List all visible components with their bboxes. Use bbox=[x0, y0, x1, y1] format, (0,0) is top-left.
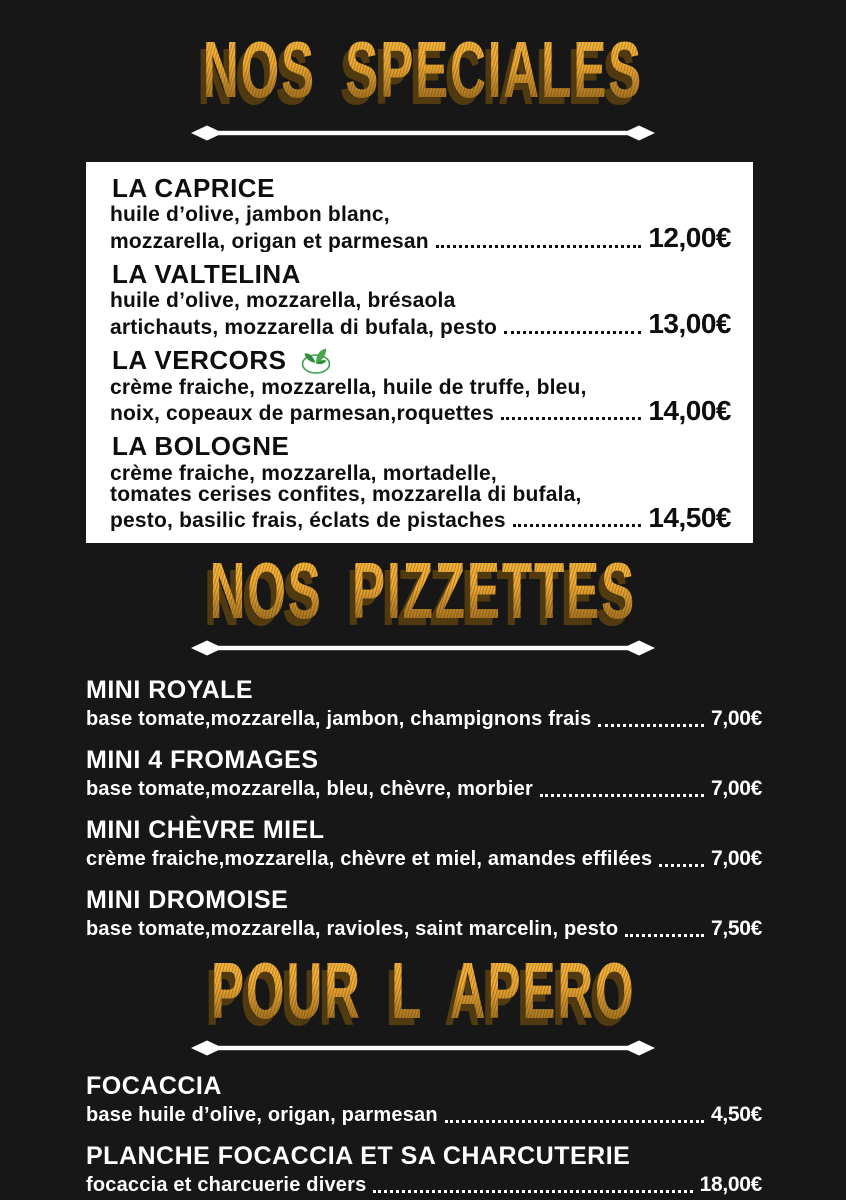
menu-item-mini-4-fromages bbox=[86, 745, 762, 803]
menu-item-price: 14,00€ bbox=[648, 394, 731, 426]
menu-item-description: base huile d’olive, origan, parmesan bbox=[86, 1104, 438, 1127]
specials-card bbox=[86, 162, 753, 543]
menu-item-description: huile d’olive, mozzarella, brésaola bbox=[110, 289, 456, 313]
dotted-leader bbox=[445, 1120, 704, 1123]
menu-item-name: PLANCHE FOCACCIA ET SA CHARCUTERIE bbox=[86, 1142, 631, 1171]
section-title-speciales bbox=[0, 25, 846, 114]
menu-item-mini-royale bbox=[86, 675, 762, 733]
apero-list bbox=[86, 1071, 762, 1199]
menu-item-description-price-row bbox=[110, 394, 731, 426]
divider-arrow bbox=[0, 1039, 846, 1057]
menu-item-description-price-row bbox=[86, 845, 762, 873]
menu-item-price: 7,50€ bbox=[710, 917, 762, 941]
menu-item-name-text: LA BOLOGNE bbox=[112, 431, 290, 462]
dotted-leader bbox=[598, 724, 703, 727]
section-title-apero-text: POUR L APERO bbox=[210, 946, 636, 1036]
dotted-leader bbox=[659, 864, 704, 867]
divider-arrow bbox=[0, 124, 846, 142]
dotted-leader bbox=[436, 245, 642, 248]
menu-item-description-price-row bbox=[86, 705, 762, 733]
menu-item-description: huile d’olive, jambon blanc, bbox=[110, 203, 390, 227]
menu-item-description: mozzarella, origan et parmesan bbox=[110, 230, 429, 252]
menu-item-description-price-row bbox=[86, 1171, 762, 1199]
menu-item-price: 7,00€ bbox=[710, 777, 762, 801]
menu-item-price: 18,00€ bbox=[699, 1173, 762, 1197]
divider-arrow-graphic bbox=[191, 124, 655, 142]
menu-item-price: 13,00€ bbox=[648, 308, 731, 340]
menu-item-planche-focaccia bbox=[86, 1141, 762, 1199]
divider-arrow-graphic bbox=[191, 639, 655, 657]
menu-item-name bbox=[110, 430, 731, 462]
menu-item-focaccia bbox=[86, 1071, 762, 1129]
menu-item-price: 7,00€ bbox=[710, 707, 762, 731]
menu-item-description-price-row bbox=[110, 308, 731, 340]
menu-item-name: MINI DROMOISE bbox=[86, 886, 289, 915]
menu-item-name bbox=[110, 344, 731, 377]
menu-item-la-vercors bbox=[110, 344, 731, 425]
menu-item-name bbox=[110, 258, 731, 290]
menu-item-la-caprice bbox=[110, 172, 731, 252]
vegetarian-leaf-icon bbox=[299, 347, 333, 375]
menu-item-description: tomates cerises confites, mozzarella di bufala, bbox=[110, 482, 582, 506]
menu-item-description: pesto, basilic frais, éclats de pistaches bbox=[110, 510, 506, 532]
menu-item-name: MINI ROYALE bbox=[86, 676, 254, 705]
menu-item-price: 7,00€ bbox=[710, 847, 762, 871]
menu-item-la-bologne bbox=[110, 430, 731, 531]
section-title-speciales-text: NOS SPECIALES bbox=[202, 25, 644, 114]
dotted-leader bbox=[513, 524, 642, 527]
menu-item-description: base tomate,mozzarella, bleu, chèvre, morbier bbox=[86, 778, 533, 801]
menu-item-price: 14,50€ bbox=[648, 501, 731, 533]
menu-item-name: MINI 4 FROMAGES bbox=[86, 746, 319, 775]
pizzettes-list bbox=[86, 675, 762, 943]
divider-arrow-graphic bbox=[191, 1039, 655, 1057]
dotted-leader bbox=[625, 934, 704, 937]
menu-item-description: base tomate,mozzarella, jambon, champignons frais bbox=[86, 708, 592, 731]
dotted-leader bbox=[540, 794, 704, 797]
menu-item-description: base tomate,mozzarella, ravioles, saint marcelin, pesto bbox=[86, 918, 619, 941]
menu-item-name-text: LA VALTELINA bbox=[112, 258, 301, 289]
menu-item-price: 12,00€ bbox=[648, 222, 731, 254]
section-title-pizzettes-text: NOS PIZZETTES bbox=[209, 546, 637, 636]
dotted-leader bbox=[373, 1190, 692, 1193]
menu-item-description: crème fraiche, mozzarella, huile de truffe, bleu, bbox=[110, 375, 587, 399]
menu-item-la-valtelina bbox=[110, 258, 731, 338]
menu-item-description: focaccia et charcuerie divers bbox=[86, 1174, 367, 1197]
menu-item-description: crème fraiche, mozzarella, mortadelle, bbox=[110, 461, 497, 485]
menu-item-description-price-row bbox=[86, 775, 762, 803]
menu-item-description-price-row bbox=[110, 222, 731, 254]
menu-item-description: artichauts, mozzarella di bufala, pesto bbox=[110, 316, 498, 338]
menu-item-description-price-row bbox=[110, 501, 731, 533]
menu-item-name-text: LA CAPRICE bbox=[112, 173, 275, 203]
menu-item-name: FOCACCIA bbox=[86, 1072, 222, 1101]
section-title-apero bbox=[0, 946, 846, 1036]
menu-item-name-text: LA VERCORS bbox=[112, 345, 287, 376]
dotted-leader bbox=[501, 417, 641, 420]
menu-item-name: MINI CHÈVRE MIEL bbox=[86, 816, 325, 845]
menu-item-description: crème fraiche,mozzarella, chèvre et miel, amandes effilées bbox=[86, 848, 653, 871]
menu-item-name bbox=[110, 172, 731, 204]
menu-item-mini-dromoise bbox=[86, 885, 762, 943]
dotted-leader bbox=[504, 331, 641, 334]
menu-item-description-price-row bbox=[86, 1101, 762, 1129]
menu-item-description-price-row bbox=[86, 915, 762, 943]
section-title-pizzettes bbox=[0, 546, 846, 636]
menu-item-mini-chevre-miel bbox=[86, 815, 762, 873]
menu-item-description: noix, copeaux de parmesan,roquettes bbox=[110, 403, 494, 425]
divider-arrow bbox=[0, 639, 846, 657]
menu-item-price: 4,50€ bbox=[710, 1103, 762, 1127]
